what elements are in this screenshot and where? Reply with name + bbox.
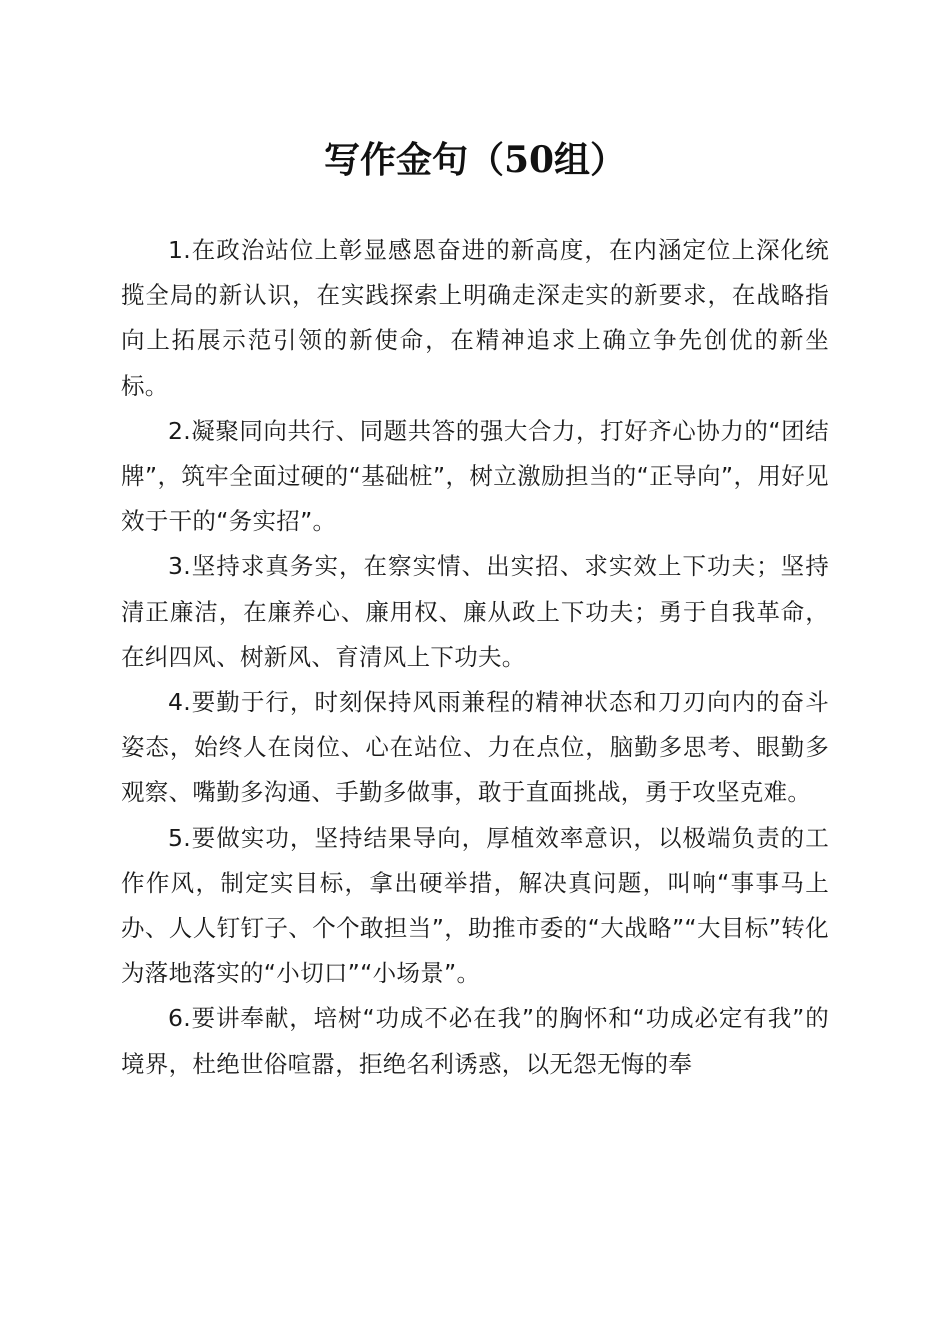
paragraph-6: 6.要讲奉献，培树“功成不必在我”的胸怀和“功成必定有我”的境界，杜绝世俗喧嚣，拒绝名利诱惑，以无怨无悔的奉 xyxy=(121,1004,829,1078)
paragraph-3: 3.坚持求真务实，在察实情、出实招、求实效上下功夫；坚持清正廉洁，在廉养心、廉用权、廉从政上下功夫；勇于自我革命，在纠四风、树新风、育清风上下功夫。 xyxy=(121,552,829,671)
paragraph-5: 5.要做实功，坚持结果导向，厚植效率意识，以极端负责的工作作风，制定实目标，拿出硬举措，解决真问题，叫响“事事马上办、人人钉钉子、个个敢担当”，助推市委的“大战略”“大目标”转化为落地落实的“小切口”“小场景”。 xyxy=(121,823,829,988)
paragraph-4: 4.要勤于行，时刻保持风雨兼程的精神状态和刀刃向内的奋斗姿态，始终人在岗位、心在站位、力在点位，脑勤多思考、眼勤多观察、嘴勤多沟通、手勤多做事，敢于直面挑战，勇于攻坚克难。 xyxy=(121,688,829,807)
document-body xyxy=(121,228,829,1087)
paragraph-2: 2.凝聚同向共行、同题共答的强大合力，打好齐心协力的“团结牌”，筑牢全面过硬的“基础桩”，树立激励担当的“正导向”，用好见效于干的“务实招”。 xyxy=(121,416,829,536)
paragraph-1: 1.在政治站位上彰显感恩奋进的新高度，在内涵定位上深化统揽全局的新认识，在实践探索上明确走深走实的新要求，在战略指向上拓展示范引领的新使命，在精神追求上确立争先创优的新坐标。 xyxy=(121,236,829,400)
document-title: 写作金句（50组） xyxy=(323,139,627,181)
